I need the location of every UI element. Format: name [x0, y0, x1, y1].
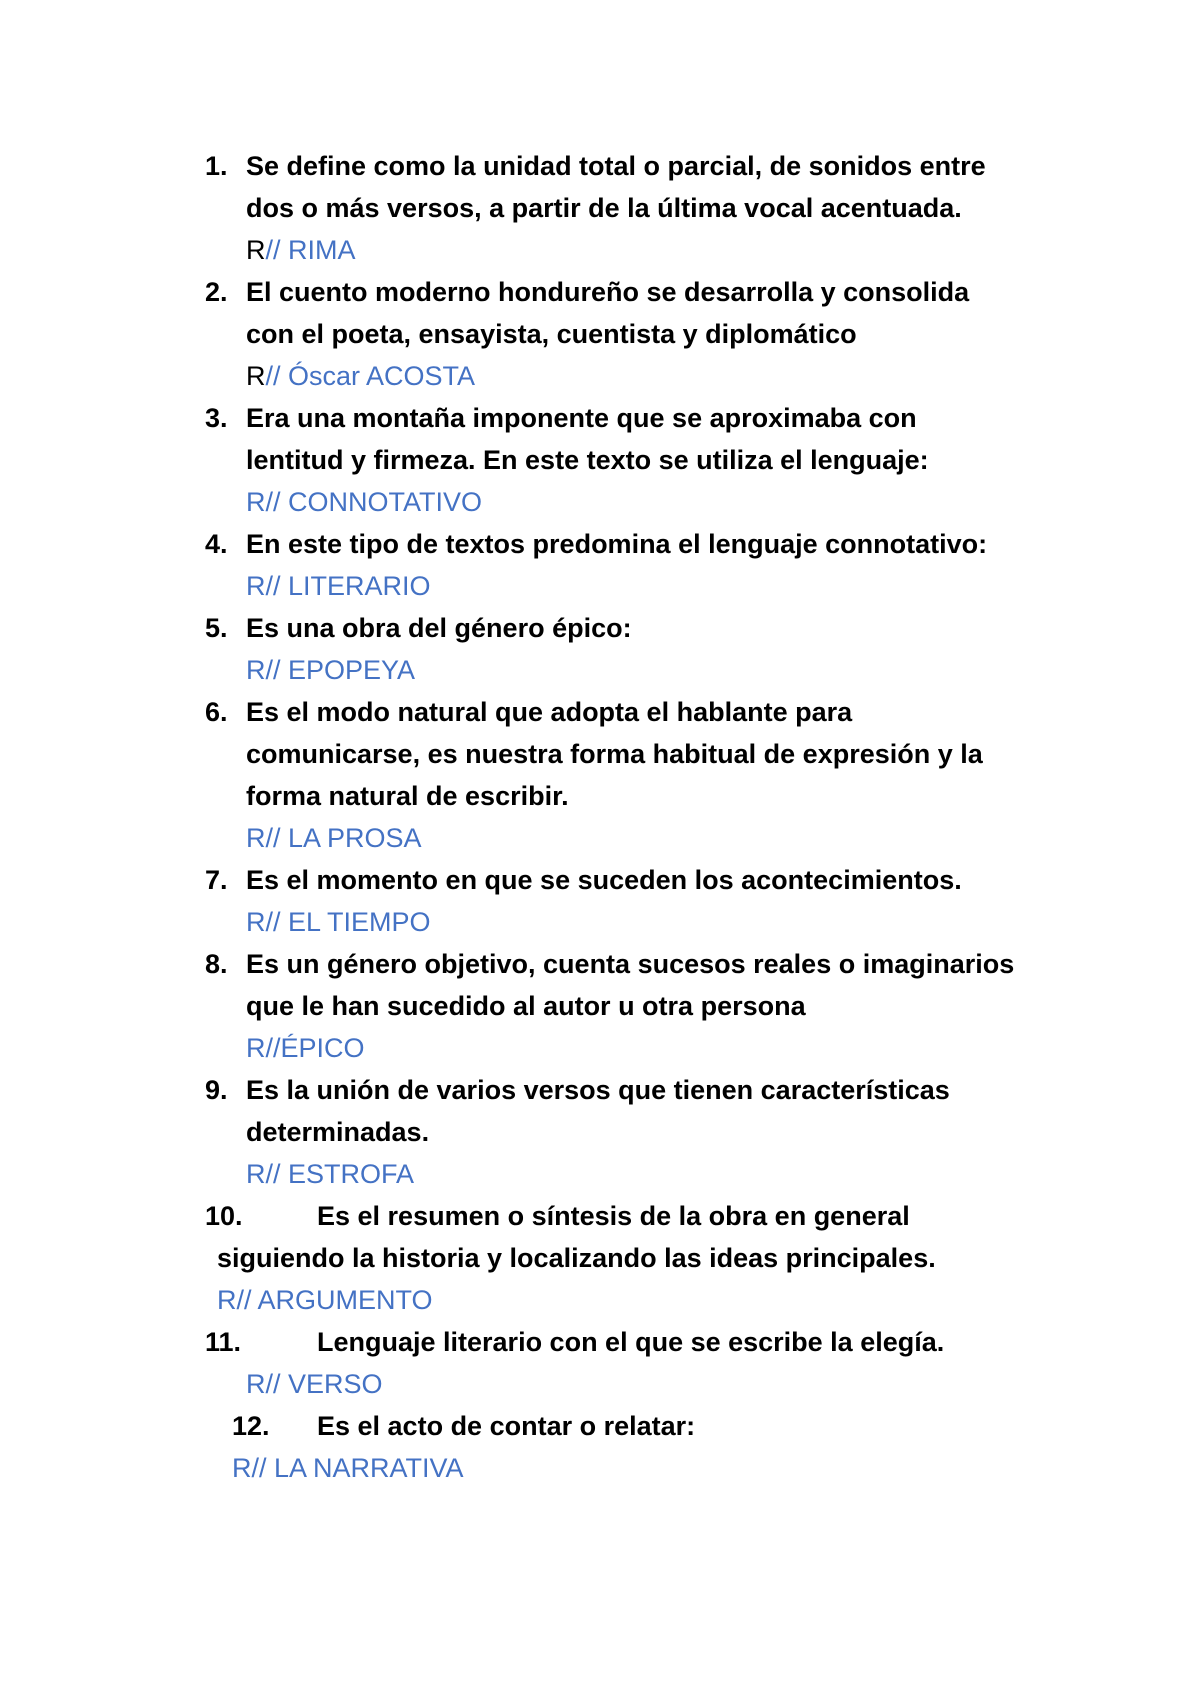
question-text-line: siguiendo la historia y localizando las ideas principales. [217, 1243, 936, 1273]
answer-text: // Óscar ACOSTA [265, 361, 476, 391]
question-number: 9. [205, 1075, 228, 1105]
question-text-line: con el poeta, ensayista, cuentista y diplomático [246, 319, 857, 349]
question-text-line: Se define como la unidad total o parcial, de sonidos entre [246, 151, 986, 181]
question-text-line: forma natural de escribir. [246, 781, 569, 811]
answer-prefix: R [246, 235, 266, 265]
answer [246, 355, 475, 397]
question-number: 8. [205, 949, 228, 979]
answer-text: R// VERSO [246, 1369, 383, 1399]
answer [217, 1279, 433, 1321]
answer-text: R// LA NARRATIVA [232, 1453, 464, 1483]
answer [246, 229, 356, 271]
question-text-line: determinadas. [246, 1117, 430, 1147]
question-text-line: comunicarse, es nuestra forma habitual de expresión y la [246, 739, 983, 769]
question-text-line: Es la unión de varios versos que tienen características [246, 1075, 950, 1105]
answer [246, 1153, 414, 1195]
question-text-line: En este tipo de textos predomina el lenguaje connotativo: [246, 529, 988, 559]
question-number: 10. [205, 1201, 243, 1231]
answer-text: R// CONNOTATIVO [246, 487, 482, 517]
answer-text: R// EL TIEMPO [246, 907, 431, 937]
question-number: 5. [205, 613, 228, 643]
question-text-line: Es el modo natural que adopta el hablante para [246, 697, 853, 727]
question-number: 2. [205, 277, 228, 307]
question-text-line: Es el resumen o síntesis de la obra en general [317, 1201, 910, 1231]
answer-text: R// ESTROFA [246, 1159, 415, 1189]
answer-prefix: R [246, 361, 266, 391]
question-number: 12. [232, 1411, 270, 1441]
question-number: 1. [205, 151, 228, 181]
question-text-line: Lenguaje literario con el que se escribe la elegía. [317, 1327, 945, 1357]
answer-text: // RIMA [265, 235, 356, 265]
question-text-line: dos o más versos, a partir de la última vocal acentuada. [246, 193, 962, 223]
question-number: 3. [205, 403, 228, 433]
answer [246, 901, 431, 943]
question-text-line: Es el momento en que se suceden los acontecimientos. [246, 865, 962, 895]
question-number: 6. [205, 697, 228, 727]
question-text-line: Es el acto de contar o relatar: [317, 1411, 696, 1441]
question-number: 4. [205, 529, 228, 559]
answer [246, 481, 482, 523]
answer-text: R// EPOPEYA [246, 655, 416, 685]
answer-text: R// ARGUMENTO [217, 1285, 433, 1315]
question-text-line: Es una obra del género épico: [246, 613, 632, 643]
question-text-line: El cuento moderno hondureño se desarrolla y consolida [246, 277, 970, 307]
question-text-line: Es un género objetivo, cuenta sucesos reales o imaginarios [246, 949, 1015, 979]
answer-text: R//ÉPICO [246, 1033, 365, 1063]
question-text-line: Era una montaña imponente que se aproximaba con [246, 403, 917, 433]
question-number: 11. [205, 1327, 242, 1357]
answer [232, 1447, 464, 1489]
answer [246, 565, 431, 607]
answer-text: R// LA PROSA [246, 823, 422, 853]
question-text-line: que le han sucedido al autor u otra persona [246, 991, 806, 1021]
answer [246, 1363, 383, 1405]
question-number: 7. [205, 865, 228, 895]
question-text-line: lentitud y firmeza. En este texto se utiliza el lenguaje: [246, 445, 929, 475]
answer-text: R// LITERARIO [246, 571, 431, 601]
answer [246, 1027, 365, 1069]
answer [246, 817, 422, 859]
answer [246, 649, 415, 691]
